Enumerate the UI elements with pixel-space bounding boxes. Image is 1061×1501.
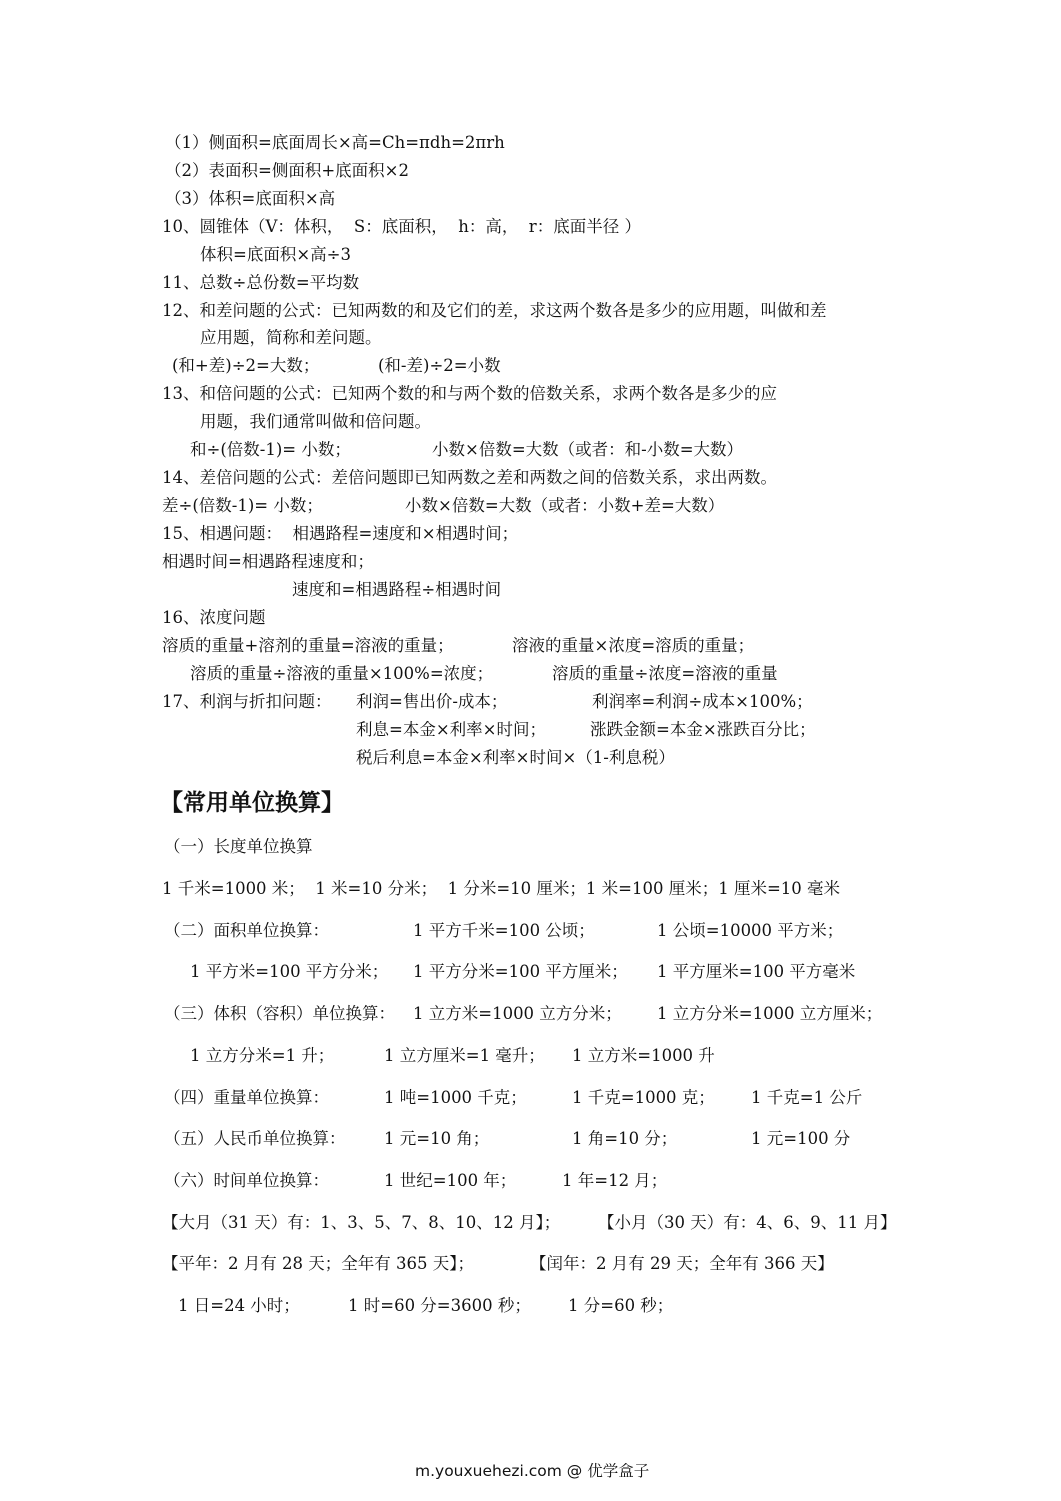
- formula-diff-multiple-small: 差÷(倍数-1)= 小数；: [162, 496, 323, 515]
- small-month: 【小月（30 天）有：4、6、9、11 月】: [598, 1213, 897, 1232]
- volume-liter: 1 立方分米=1 升；: [190, 1046, 335, 1065]
- weight-kg: 1 千克=1000 克；: [572, 1088, 715, 1107]
- formula-change-amount: 涨跌金额=本金×涨跌百分比；: [590, 720, 816, 739]
- formula-sum-multiple-desc: 用题，我们通常叫做和倍问题。: [200, 412, 431, 431]
- formula-solution-weight: 溶质的重量+溶剂的重量=溶液的重量；: [162, 636, 454, 655]
- formula-solution-from-concentration: 溶质的重量÷浓度=溶液的重量: [552, 664, 778, 683]
- formula-concentration-title: 16、浓度问题: [162, 608, 266, 627]
- formula-sum-diff-small: (和-差)÷2=小数: [378, 356, 501, 375]
- formula-side-area: （1）侧面积=底面周长×高=Ch=πdh=2πrh: [165, 133, 505, 152]
- formula-sum-multiple-title: 13、和倍问题的公式：已知两个数的和与两个数的倍数关系，求两个数各是多少的应: [162, 384, 777, 403]
- area-m2: 1 平方米=100 平方分米；: [190, 962, 389, 981]
- volume-dm3: 1 立方分米=1000 立方厘米；: [657, 1004, 883, 1023]
- volume-ml: 1 立方厘米=1 毫升；: [384, 1046, 545, 1065]
- formula-after-tax-interest: 税后利息=本金×利率×时间×（1-利息税）: [356, 748, 675, 767]
- rmb-yuan-jiao: 1 元=10 角；: [384, 1129, 490, 1148]
- weight-ton: 1 吨=1000 千克；: [384, 1088, 527, 1107]
- formula-sum-multiple-small: 和÷(倍数-1)= 小数；: [190, 440, 351, 459]
- area-title: （二）面积单位换算：: [164, 921, 329, 940]
- formula-profit-title: 17、利润与折扣问题：: [162, 692, 332, 711]
- formula-sum-diff-title: 12、和差问题的公式：已知两数的和及它们的差，求这两个数各是多少的应用题，叫做和差: [162, 301, 827, 320]
- units-heading: 【常用单位换算】: [160, 790, 344, 816]
- formula-concentration: 溶质的重量÷溶液的重量×100%=浓度；: [190, 664, 494, 683]
- formula-sum-diff-desc: 应用题，简称和差问题。: [200, 328, 382, 347]
- formula-meeting-title: 15、相遇问题： 相遇路程=速度和×相遇时间；: [162, 524, 519, 543]
- rmb-jiao-fen: 1 角=10 分；: [572, 1129, 678, 1148]
- area-cm2: 1 平方厘米=100 平方毫米: [657, 962, 856, 981]
- rmb-title: （五）人民币单位换算：: [164, 1129, 346, 1148]
- formula-diff-multiple-title: 14、差倍问题的公式：差倍问题即已知两数之差和两数之间的倍数关系，求出两数。: [162, 468, 777, 487]
- formula-sum-multiple-large: 小数×倍数=大数（或者：和-小数=大数）: [432, 440, 744, 459]
- formula-cone-title: 10、圆锥体（V：体积， S：底面积， h：高， r：底面半径 ）: [162, 217, 641, 236]
- length-conversions: 1 千米=1000 米； 1 米=10 分米； 1 分米=10 厘米；1 米=100 厘米；1 厘米=10 毫米: [162, 879, 841, 898]
- formula-meeting-speed: 速度和=相遇路程÷相遇时间: [292, 580, 502, 599]
- weight-title: （四）重量单位换算：: [164, 1088, 329, 1107]
- length-title: （一）长度单位换算: [164, 837, 313, 856]
- leap-year: 【闰年：2 月有 29 天；全年有 366 天】: [530, 1254, 834, 1273]
- formula-sum-diff-large: (和+差)÷2=大数；: [172, 356, 320, 375]
- formula-diff-multiple-large: 小数×倍数=大数（或者：小数+差=大数）: [405, 496, 725, 515]
- day-hours: 1 日=24 小时；: [178, 1296, 300, 1315]
- formula-volume: （3）体积=底面积×高: [165, 189, 336, 208]
- common-year: 【平年：2 月有 28 天；全年有 365 天】；: [162, 1254, 474, 1273]
- formula-profit-rate: 利润率=利润÷成本×100%；: [592, 692, 813, 711]
- formula-surface-area: （2）表面积=侧面积+底面积×2: [165, 161, 409, 180]
- hour-minutes: 1 时=60 分=3600 秒；: [348, 1296, 531, 1315]
- time-century: 1 世纪=100 年；: [384, 1171, 517, 1190]
- rmb-yuan-fen: 1 元=100 分: [751, 1129, 851, 1148]
- area-hectare: 1 公顷=10000 平方米；: [657, 921, 844, 940]
- formula-solute-weight: 溶液的重量×浓度=溶质的重量；: [512, 636, 755, 655]
- formula-cone-volume: 体积=底面积×高÷3: [200, 245, 351, 264]
- formula-meeting-time: 相遇时间=相遇路程速度和；: [162, 552, 374, 571]
- formula-profit: 利润=售出价-成本；: [356, 692, 508, 711]
- formula-average: 11、总数÷总份数=平均数: [162, 273, 360, 292]
- volume-title: （三）体积（容积）单位换算：: [164, 1004, 395, 1023]
- weight-jin: 1 千克=1 公斤: [751, 1088, 863, 1107]
- volume-m3: 1 立方米=1000 立方分米；: [413, 1004, 622, 1023]
- footer-watermark: m.youxuehezi.com @ 优学盒子: [415, 1462, 650, 1480]
- big-month: 【大月（31 天）有：1、3、5、7、8、10、12 月】；: [162, 1213, 561, 1232]
- formula-interest: 利息=本金×利率×时间；: [356, 720, 546, 739]
- time-title: （六）时间单位换算：: [164, 1171, 329, 1190]
- area-dm2: 1 平方分米=100 平方厘米；: [413, 962, 628, 981]
- volume-m3-liter: 1 立方米=1000 升: [572, 1046, 715, 1065]
- time-year: 1 年=12 月；: [562, 1171, 668, 1190]
- minute-seconds: 1 分=60 秒；: [568, 1296, 674, 1315]
- area-km2: 1 平方千米=100 公顷；: [413, 921, 595, 940]
